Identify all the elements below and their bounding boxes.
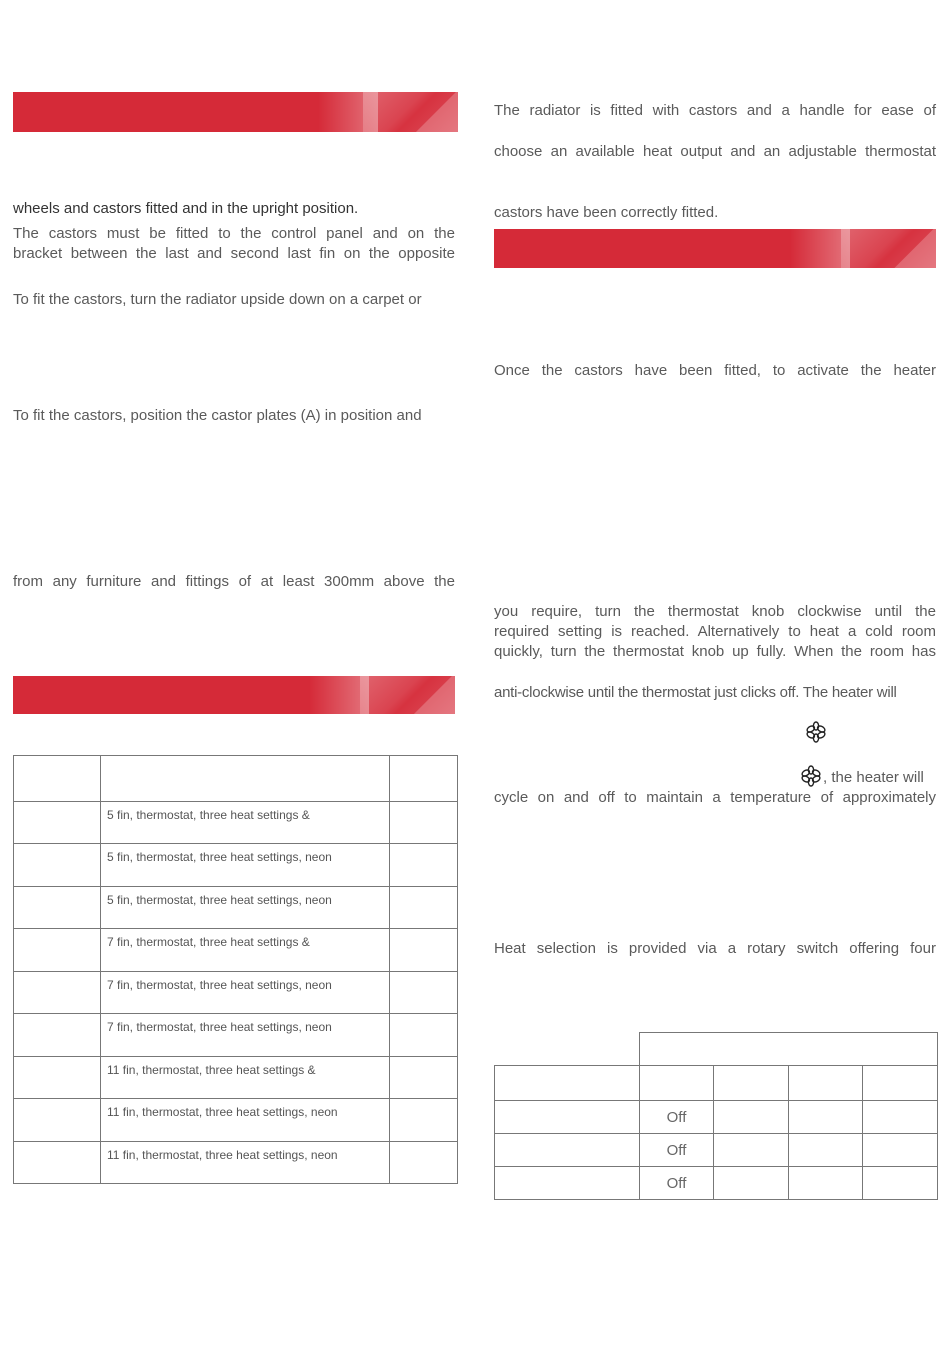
heat-setting-cell xyxy=(714,1167,789,1200)
castors-para-line2: bracket between the last and second last fin on the opposite xyxy=(13,245,455,262)
heat-setting-cell xyxy=(863,1101,938,1134)
radiator-text: The radiator is fitted with castors and a handle for ease of xyxy=(494,102,936,119)
description-cell: 11 fin, thermostat, three heat settings, neon xyxy=(101,1099,390,1142)
heat-setting-cell: Off xyxy=(640,1101,714,1134)
table-row xyxy=(14,929,458,972)
heat-model-cell xyxy=(495,1134,640,1167)
section-banner-2 xyxy=(494,229,936,268)
model-cell xyxy=(14,887,101,929)
value-cell xyxy=(390,929,458,972)
activate-heater-text: Once the castors have been fitted, to activate the heater xyxy=(494,362,936,379)
choose-output-text: choose an available heat output and an adjustable thermostat xyxy=(494,143,936,160)
upside-down-text: To fit the castors, turn the radiator upside down on a carpet or xyxy=(13,291,422,308)
value-cell xyxy=(390,1014,458,1057)
heat-header-cell xyxy=(495,1066,640,1101)
value-cell xyxy=(390,802,458,844)
description-cell: 7 fin, thermostat, three heat settings & xyxy=(101,929,390,972)
cycle-text: cycle on and off to maintain a temperature of approximately xyxy=(494,789,936,806)
table-row xyxy=(14,1057,458,1099)
models-header-cell xyxy=(14,756,101,802)
value-cell xyxy=(390,1099,458,1142)
castor-plates-text: To fit the castors, position the castor plates (A) in position and xyxy=(13,407,422,424)
value-cell xyxy=(390,844,458,887)
models-header-cell xyxy=(390,756,458,802)
value-cell xyxy=(390,1142,458,1184)
table-row xyxy=(14,802,458,844)
heat-setting-cell xyxy=(714,1134,789,1167)
value-cell xyxy=(390,972,458,1014)
heat-header-cell xyxy=(640,1066,714,1101)
table-row xyxy=(14,972,458,1014)
table-row xyxy=(495,1167,938,1200)
description-cell: 11 fin, thermostat, three heat settings, neon xyxy=(101,1142,390,1184)
model-cell xyxy=(14,1014,101,1057)
table-row xyxy=(14,844,458,887)
description-cell: 5 fin, thermostat, three heat settings & xyxy=(101,802,390,844)
heat-table-header-row xyxy=(495,1066,938,1101)
heat-setting-cell xyxy=(714,1101,789,1134)
section-banner-1 xyxy=(13,92,458,132)
models-table-header-row xyxy=(14,756,458,802)
heat-header-cell xyxy=(789,1066,863,1101)
description-cell: 7 fin, thermostat, three heat settings, neon xyxy=(101,1014,390,1057)
model-cell xyxy=(14,1142,101,1184)
table-row xyxy=(14,1142,458,1184)
heat-setting-cell xyxy=(789,1167,863,1200)
models-header-cell xyxy=(101,756,390,802)
castors-fitted-text: castors have been correctly fitted. xyxy=(494,204,719,221)
snowflake-icon xyxy=(800,765,822,787)
table-row xyxy=(495,1101,938,1134)
castors-para-line1: The castors must be fitted to the control panel and on the xyxy=(13,225,455,242)
model-cell xyxy=(14,1057,101,1099)
section-banner-3 xyxy=(13,676,455,714)
model-cell xyxy=(14,802,101,844)
model-cell xyxy=(14,972,101,1014)
heat-model-cell xyxy=(495,1101,640,1134)
anticlockwise-text: anti-clockwise until the thermostat just clicks off. The heater will xyxy=(494,684,897,701)
furniture-text: from any furniture and fittings of at least 300mm above the xyxy=(13,573,455,590)
table-row xyxy=(495,1134,938,1167)
heat-setting-cell: Off xyxy=(640,1167,714,1200)
model-cell xyxy=(14,1099,101,1142)
description-cell: 11 fin, thermostat, three heat settings & xyxy=(101,1057,390,1099)
heat-setting-cell xyxy=(863,1134,938,1167)
models-table xyxy=(13,755,458,1184)
model-cell xyxy=(14,844,101,887)
description-cell: 5 fin, thermostat, three heat settings, neon xyxy=(101,887,390,929)
heat-setting-cell xyxy=(789,1101,863,1134)
table-row xyxy=(14,1014,458,1057)
table-row xyxy=(14,887,458,929)
heat-settings-table xyxy=(494,1065,938,1200)
value-cell xyxy=(390,1057,458,1099)
value-cell xyxy=(390,887,458,929)
thermostat-line2: required setting is reached. Alternatively to heat a cold room xyxy=(494,623,936,640)
heat-setting-cell xyxy=(789,1134,863,1167)
heat-model-cell xyxy=(495,1167,640,1200)
snowflake-icon xyxy=(805,721,827,743)
heater-will-text: , the heater will xyxy=(823,769,924,786)
table-row xyxy=(14,1099,458,1142)
heat-selection-text: Heat selection is provided via a rotary switch offering four xyxy=(494,940,936,957)
heat-header-cell xyxy=(714,1066,789,1101)
wheels-text: wheels and castors fitted and in the upright position. xyxy=(13,200,359,217)
description-cell: 7 fin, thermostat, three heat settings, neon xyxy=(101,972,390,1014)
heat-setting-cell xyxy=(863,1167,938,1200)
thermostat-line1: you require, turn the thermostat knob clockwise until the xyxy=(494,603,936,620)
heat-setting-cell: Off xyxy=(640,1134,714,1167)
model-cell xyxy=(14,929,101,972)
heat-header-cell xyxy=(863,1066,938,1101)
thermostat-line3: quickly, turn the thermostat knob up fully. When the room has xyxy=(494,643,936,660)
heat-table-group-header xyxy=(639,1032,938,1066)
description-cell: 5 fin, thermostat, three heat settings, neon xyxy=(101,844,390,887)
